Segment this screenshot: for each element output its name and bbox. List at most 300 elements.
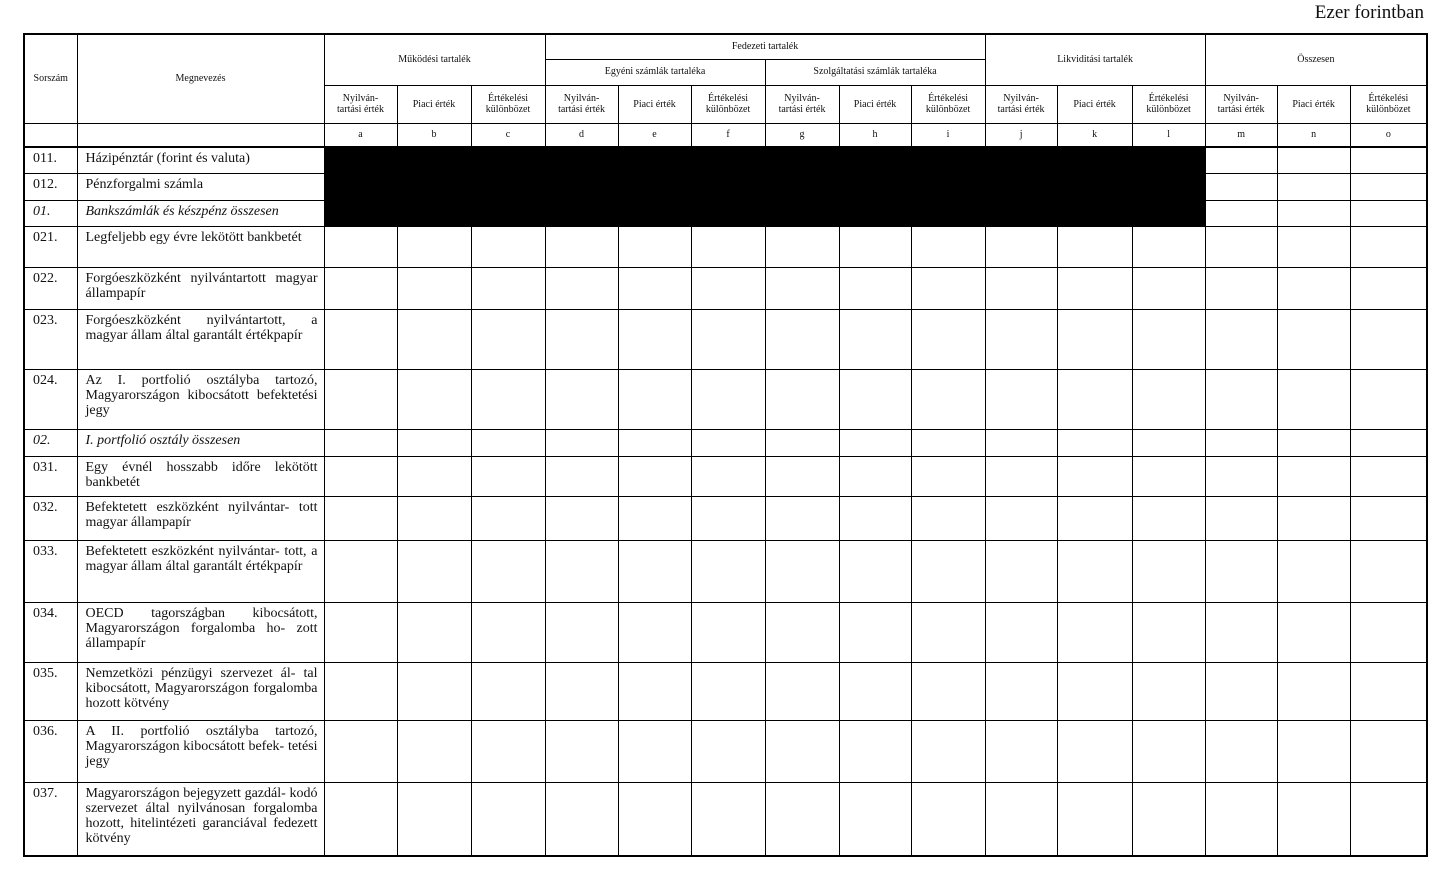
- table-body: [24, 147, 1427, 856]
- blacked-cell: [839, 173, 911, 200]
- row-number: 024.: [24, 369, 77, 429]
- value-cell: [324, 496, 397, 540]
- blacked-cell: [839, 200, 911, 226]
- blacked-cell: [765, 200, 839, 226]
- value-cell: [911, 496, 985, 540]
- value-cell: [1132, 429, 1205, 456]
- value-cell: [471, 456, 545, 496]
- row-name: Legfeljebb egy évre lekötött bankbetét: [77, 226, 324, 267]
- header-szolgaltatasi: Szolgáltatási számlák tartaléka: [765, 59, 985, 85]
- value-cell: [1350, 540, 1427, 602]
- value-cell: [397, 662, 471, 720]
- column-letter: g: [765, 123, 839, 147]
- value-cell: [1350, 173, 1427, 200]
- value-cell: [1205, 496, 1277, 540]
- value-cell: [1205, 602, 1277, 662]
- subheader-label: Piaci érték: [1073, 98, 1116, 110]
- row-name: Házipénztár (forint és valuta): [77, 147, 324, 173]
- value-cell: [324, 369, 397, 429]
- unit-label: Ezer forintban: [1314, 2, 1424, 23]
- row-name: Az I. portfolió osztályba tartozó, Magyarországon kibocsátott befektetési jegy: [77, 369, 324, 429]
- subheader-label: Nyilván-: [342, 93, 379, 104]
- value-cell: [911, 226, 985, 267]
- value-cell: [545, 720, 618, 782]
- value-cell: [985, 720, 1057, 782]
- blacked-cell: [1132, 200, 1205, 226]
- value-cell: [471, 782, 545, 856]
- blacked-cell: [985, 173, 1057, 200]
- subheader-label: Értékelési: [928, 93, 969, 104]
- value-cell: [839, 309, 911, 369]
- value-cell: [618, 602, 691, 662]
- subheader-piaci-ertek: [1057, 85, 1132, 123]
- value-cell: [545, 226, 618, 267]
- value-cell: [765, 309, 839, 369]
- value-cell: [839, 602, 911, 662]
- value-cell: [1205, 200, 1277, 226]
- value-cell: [911, 429, 985, 456]
- value-cell: [691, 429, 765, 456]
- value-cell: [1350, 456, 1427, 496]
- value-cell: [471, 540, 545, 602]
- subheader-label: tartási érték: [337, 104, 384, 115]
- value-cell: [839, 540, 911, 602]
- row-number: 037.: [24, 782, 77, 856]
- subheader-label: Nyilván-: [1223, 93, 1259, 104]
- value-cell: [545, 429, 618, 456]
- row-number: 022.: [24, 267, 77, 309]
- row-number: 021.: [24, 226, 77, 267]
- blacked-cell: [618, 173, 691, 200]
- blacked-cell: [1057, 200, 1132, 226]
- blacked-cell: [911, 200, 985, 226]
- blacked-cell: [765, 173, 839, 200]
- subheader-piaci-ertek: [1277, 85, 1350, 123]
- value-cell: [1277, 782, 1350, 856]
- value-cell: [691, 720, 765, 782]
- value-cell: [1057, 456, 1132, 496]
- row-number: 032.: [24, 496, 77, 540]
- column-letter: l: [1132, 123, 1205, 147]
- value-cell: [765, 602, 839, 662]
- value-cell: [618, 496, 691, 540]
- column-letter: b: [397, 123, 471, 147]
- subheader-label: Piaci érték: [633, 98, 676, 110]
- value-cell: [1277, 200, 1350, 226]
- value-cell: [1057, 369, 1132, 429]
- value-cell: [1350, 226, 1427, 267]
- value-cell: [471, 662, 545, 720]
- value-cell: [618, 456, 691, 496]
- value-cell: [1277, 662, 1350, 720]
- subheader-label: Piaci érték: [412, 98, 456, 110]
- value-cell: [985, 496, 1057, 540]
- value-cell: [1057, 309, 1132, 369]
- value-cell: [324, 602, 397, 662]
- value-cell: [1350, 200, 1427, 226]
- value-cell: [324, 720, 397, 782]
- column-letter: k: [1057, 123, 1132, 147]
- table-row: [24, 309, 1427, 369]
- value-cell: [765, 267, 839, 309]
- value-cell: [1205, 429, 1277, 456]
- value-cell: [324, 540, 397, 602]
- row-name: Forgóeszközként nyilvántartott magyar állampapír: [77, 267, 324, 309]
- value-cell: [691, 226, 765, 267]
- value-cell: [1277, 173, 1350, 200]
- subheader-ertekelesi-kulonbozet: [1132, 85, 1205, 123]
- row-number: 031.: [24, 456, 77, 496]
- value-cell: [618, 369, 691, 429]
- blacked-cell: [1132, 173, 1205, 200]
- value-cell: [397, 720, 471, 782]
- value-cell: [1277, 456, 1350, 496]
- value-cell: [691, 496, 765, 540]
- row-name: Befektetett eszközként nyilvántar- tott, a magyar állam által garantált értékpapír: [77, 540, 324, 602]
- value-cell: [839, 267, 911, 309]
- value-cell: [1205, 309, 1277, 369]
- value-cell: [1205, 226, 1277, 267]
- value-cell: [911, 267, 985, 309]
- value-cell: [1132, 602, 1205, 662]
- subheader-label: Piaci érték: [1292, 98, 1335, 110]
- value-cell: [985, 267, 1057, 309]
- column-letter: a: [324, 123, 397, 147]
- value-cell: [324, 782, 397, 856]
- value-cell: [545, 496, 618, 540]
- subheader-label: különbözet: [485, 104, 531, 115]
- value-cell: [911, 782, 985, 856]
- value-cell: [397, 267, 471, 309]
- value-cell: [1350, 309, 1427, 369]
- value-cell: [1132, 226, 1205, 267]
- blacked-cell: [324, 200, 397, 226]
- value-cell: [324, 429, 397, 456]
- row-name: Nemzetközi pénzügyi szervezet ál- tal kibocsátott, Magyarországon forgalomba hozott kötvény: [77, 662, 324, 720]
- subheader-nyilvantartasi-ertek: [985, 85, 1057, 123]
- row-number: 033.: [24, 540, 77, 602]
- value-cell: [1057, 662, 1132, 720]
- value-cell: [691, 456, 765, 496]
- subheader-label: különbözet: [925, 104, 971, 115]
- column-letter: h: [839, 123, 911, 147]
- subheader-piaci-ertek: [618, 85, 691, 123]
- subheader-label: Piaci érték: [853, 98, 897, 110]
- blacked-cell: [324, 173, 397, 200]
- subheader-label: különbözet: [1366, 104, 1411, 115]
- table-row: [24, 496, 1427, 540]
- value-cell: [691, 267, 765, 309]
- value-cell: [324, 456, 397, 496]
- value-cell: [1277, 540, 1350, 602]
- value-cell: [1132, 782, 1205, 856]
- value-cell: [911, 602, 985, 662]
- value-cell: [1132, 369, 1205, 429]
- value-cell: [397, 496, 471, 540]
- blacked-cell: [471, 173, 545, 200]
- blacked-cell: [1057, 173, 1132, 200]
- value-cell: [1350, 602, 1427, 662]
- row-number: 02.: [24, 429, 77, 456]
- value-cell: [618, 720, 691, 782]
- row-name: Forgóeszközként nyilvántartott, a magyar állam által garantált értékpapír: [77, 309, 324, 369]
- value-cell: [985, 309, 1057, 369]
- header-sorszam: Sorszám: [24, 34, 77, 123]
- row-name: Magyarországon bejegyzett gazdál- kodó szervezet által nyilvánosan forgalomba hozott, hitelintézeti garanciával fedezett kötvény: [77, 782, 324, 856]
- value-cell: [1132, 662, 1205, 720]
- row-number: 012.: [24, 173, 77, 200]
- subheader-nyilvantartasi-ertek: [765, 85, 839, 123]
- table-row: [24, 147, 1427, 173]
- value-cell: [985, 456, 1057, 496]
- row-number: 036.: [24, 720, 77, 782]
- table-row: [24, 662, 1427, 720]
- column-letter: m: [1205, 123, 1277, 147]
- value-cell: [471, 602, 545, 662]
- subheader-label: Értékelési: [1148, 93, 1189, 104]
- value-cell: [765, 662, 839, 720]
- value-cell: [1277, 147, 1350, 173]
- value-cell: [911, 456, 985, 496]
- subheader-piaci-ertek: [397, 85, 471, 123]
- blacked-cell: [545, 200, 618, 226]
- value-cell: [765, 540, 839, 602]
- table-row: [24, 267, 1427, 309]
- subheader-nyilvantartasi-ertek: [324, 85, 397, 123]
- value-cell: [618, 662, 691, 720]
- value-cell: [1277, 309, 1350, 369]
- value-cell: [1057, 267, 1132, 309]
- blacked-cell: [1057, 147, 1132, 173]
- value-cell: [839, 429, 911, 456]
- value-cell: [1277, 429, 1350, 456]
- reserve-table: [23, 33, 1428, 857]
- value-cell: [471, 496, 545, 540]
- value-cell: [471, 369, 545, 429]
- value-cell: [1277, 369, 1350, 429]
- row-name: Egy évnél hosszabb időre lekötött bankbetét: [77, 456, 324, 496]
- value-cell: [1205, 782, 1277, 856]
- value-cell: [691, 662, 765, 720]
- table-row: [24, 369, 1427, 429]
- subheader-label: Nyilván-: [1003, 93, 1039, 104]
- value-cell: [1132, 456, 1205, 496]
- value-cell: [839, 369, 911, 429]
- blacked-cell: [911, 173, 985, 200]
- value-cell: [1350, 782, 1427, 856]
- value-cell: [1350, 662, 1427, 720]
- value-cell: [397, 309, 471, 369]
- value-cell: [545, 602, 618, 662]
- subheader-label: Értékelési: [1368, 93, 1409, 104]
- value-cell: [471, 226, 545, 267]
- value-cell: [471, 309, 545, 369]
- value-cell: [471, 720, 545, 782]
- subheader-ertekelesi-kulonbozet: [911, 85, 985, 123]
- value-cell: [1205, 173, 1277, 200]
- row-number: 035.: [24, 662, 77, 720]
- value-cell: [839, 496, 911, 540]
- column-letter: c: [471, 123, 545, 147]
- column-letter: n: [1277, 123, 1350, 147]
- table-row: [24, 429, 1427, 456]
- header-megnevezes: Megnevezés: [77, 34, 324, 123]
- value-cell: [545, 662, 618, 720]
- row-number: 034.: [24, 602, 77, 662]
- value-cell: [1205, 147, 1277, 173]
- value-cell: [1057, 540, 1132, 602]
- value-cell: [324, 267, 397, 309]
- table-row: [24, 173, 1427, 200]
- value-cell: [1205, 720, 1277, 782]
- column-letter: d: [545, 123, 618, 147]
- subheader-label: Nyilván-: [563, 93, 600, 104]
- blacked-cell: [691, 147, 765, 173]
- value-cell: [1057, 226, 1132, 267]
- value-cell: [324, 309, 397, 369]
- blacked-cell: [397, 147, 471, 173]
- row-number: 01.: [24, 200, 77, 226]
- value-cell: [691, 782, 765, 856]
- blacked-cell: [765, 147, 839, 173]
- table-row: [24, 782, 1427, 856]
- value-cell: [1350, 496, 1427, 540]
- table-row: [24, 226, 1427, 267]
- value-cell: [1205, 540, 1277, 602]
- blacked-cell: [691, 200, 765, 226]
- blacked-cell: [985, 147, 1057, 173]
- subheader-ertekelesi-kulonbozet: [691, 85, 765, 123]
- subheader-label: tartási érték: [997, 104, 1045, 115]
- value-cell: [765, 226, 839, 267]
- blacked-cell: [545, 147, 618, 173]
- blacked-cell: [618, 147, 691, 173]
- row-name: Bankszámlák és készpénz összesen: [77, 200, 324, 226]
- value-cell: [1057, 782, 1132, 856]
- value-cell: [985, 369, 1057, 429]
- value-cell: [397, 226, 471, 267]
- value-cell: [985, 429, 1057, 456]
- value-cell: [839, 662, 911, 720]
- value-cell: [324, 226, 397, 267]
- table-row: [24, 602, 1427, 662]
- row-name: I. portfolió osztály összesen: [77, 429, 324, 456]
- blacked-cell: [1132, 147, 1205, 173]
- value-cell: [691, 540, 765, 602]
- value-cell: [1350, 267, 1427, 309]
- value-cell: [397, 540, 471, 602]
- blacked-cell: [618, 200, 691, 226]
- value-cell: [1277, 720, 1350, 782]
- value-cell: [839, 456, 911, 496]
- value-cell: [1057, 496, 1132, 540]
- value-cell: [397, 429, 471, 456]
- table-row: [24, 456, 1427, 496]
- header-likviditasi: Likviditási tartalék: [985, 34, 1205, 85]
- value-cell: [1350, 429, 1427, 456]
- value-cell: [839, 720, 911, 782]
- value-cell: [911, 662, 985, 720]
- row-name: Befektetett eszközként nyilvántar- tott magyar állampapír: [77, 496, 324, 540]
- column-letter: i: [911, 123, 985, 147]
- value-cell: [545, 540, 618, 602]
- column-letter: o: [1350, 123, 1427, 147]
- value-cell: [1277, 267, 1350, 309]
- subheader-label: tartási érték: [558, 104, 605, 115]
- value-cell: [911, 369, 985, 429]
- header-mukodesi: Működési tartalék: [324, 34, 545, 85]
- subheader-label: különbözet: [1146, 104, 1191, 115]
- value-cell: [618, 267, 691, 309]
- value-cell: [397, 602, 471, 662]
- value-cell: [1205, 662, 1277, 720]
- value-cell: [765, 496, 839, 540]
- subheader-piaci-ertek: [839, 85, 911, 123]
- value-cell: [545, 309, 618, 369]
- value-cell: [397, 782, 471, 856]
- value-cell: [1132, 720, 1205, 782]
- value-cell: [985, 226, 1057, 267]
- row-number: 023.: [24, 309, 77, 369]
- column-letter: f: [691, 123, 765, 147]
- blacked-cell: [545, 173, 618, 200]
- subheader-nyilvantartasi-ertek: [1205, 85, 1277, 123]
- value-cell: [985, 602, 1057, 662]
- value-cell: [765, 429, 839, 456]
- value-cell: [1350, 369, 1427, 429]
- table-row: [24, 200, 1427, 226]
- blacked-cell: [839, 147, 911, 173]
- header-fedezeti: Fedezeti tartalék: [545, 34, 985, 59]
- blacked-cell: [471, 200, 545, 226]
- value-cell: [397, 456, 471, 496]
- value-cell: [1205, 267, 1277, 309]
- value-cell: [545, 369, 618, 429]
- subheader-label: tartási érték: [1217, 104, 1265, 115]
- blacked-cell: [324, 147, 397, 173]
- value-cell: [1132, 540, 1205, 602]
- value-cell: [1057, 429, 1132, 456]
- value-cell: [691, 369, 765, 429]
- value-cell: [765, 720, 839, 782]
- value-cell: [471, 429, 545, 456]
- blacked-cell: [985, 200, 1057, 226]
- value-cell: [1057, 720, 1132, 782]
- subheader-label: Értékelési: [708, 93, 749, 104]
- header-osszesen: Összesen: [1205, 34, 1427, 85]
- value-cell: [765, 456, 839, 496]
- value-cell: [618, 782, 691, 856]
- row-number: 011.: [24, 147, 77, 173]
- value-cell: [765, 782, 839, 856]
- value-cell: [911, 540, 985, 602]
- value-cell: [839, 782, 911, 856]
- subheader-label: tartási érték: [778, 104, 826, 115]
- header-letters: [24, 123, 1427, 147]
- value-cell: [1057, 602, 1132, 662]
- blacked-cell: [397, 173, 471, 200]
- value-cell: [1132, 496, 1205, 540]
- column-letter: e: [618, 123, 691, 147]
- value-cell: [397, 369, 471, 429]
- row-name: A II. portfolió osztályba tartozó, Magyarországon kibocsátott befek- tetési jegy: [77, 720, 324, 782]
- value-cell: [839, 226, 911, 267]
- value-cell: [545, 456, 618, 496]
- value-cell: [1350, 147, 1427, 173]
- value-cell: [985, 540, 1057, 602]
- blacked-cell: [911, 147, 985, 173]
- value-cell: [1205, 369, 1277, 429]
